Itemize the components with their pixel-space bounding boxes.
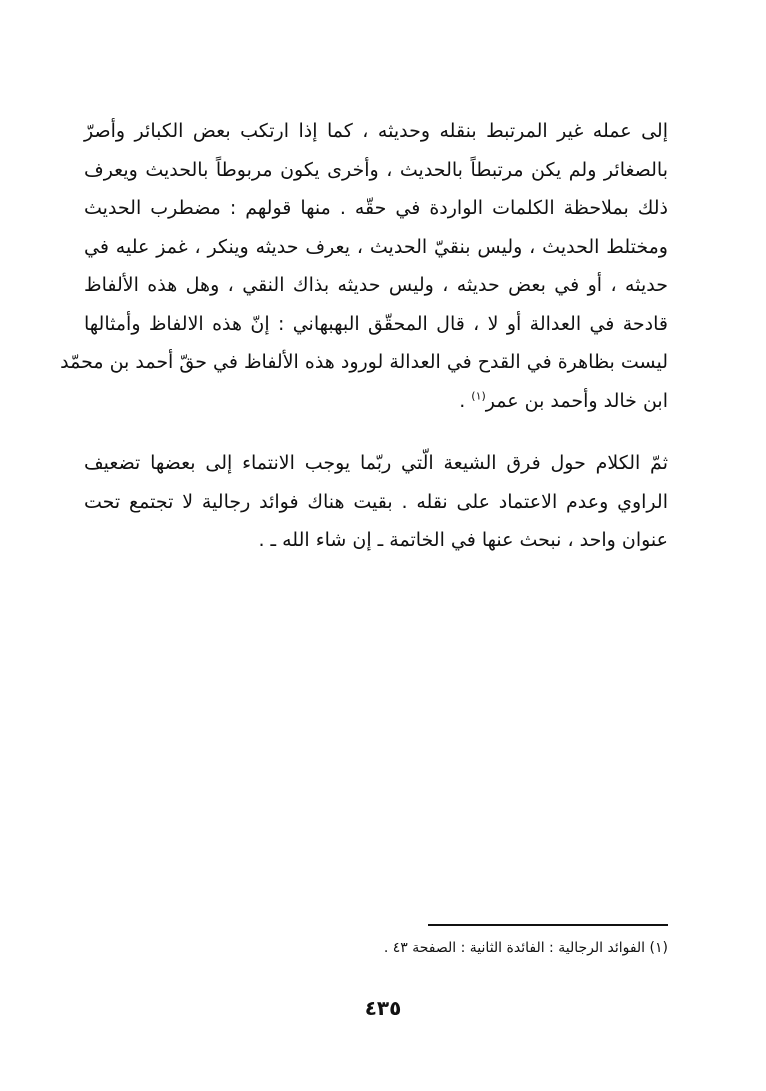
text-line: ذلك بملاحظة الكلمات الواردة في حقّه . منها قولهم : مضطرب الحديث bbox=[84, 197, 668, 219]
page-number: ٤٣٥ bbox=[364, 996, 402, 1020]
text-line: الراوي وعدم الاعتماد على نقله . بقيت هناك فوائد رجالية لا تجتمع تحت bbox=[84, 490, 668, 513]
footnote: (١) الفوائد الرجالية : الفائدة الثانية : الصفحة ٤٣ . bbox=[383, 940, 668, 956]
text-line: إلى عمله غير المرتبط بنقله وحديثه ، كما إذا ارتكب بعض الكبائر وأصرّ bbox=[84, 120, 668, 142]
text-line: قادحة في العدالة أو لا ، قال المحقّق البهبهاني : إنّ هذه الالفاظ وأمثالها bbox=[84, 312, 668, 335]
text-line-last bbox=[84, 382, 668, 421]
text-fragment: ابن خالد وأحمد بن عمر bbox=[485, 389, 668, 412]
main-text bbox=[60, 112, 668, 560]
text-line: بالصغائر ولم يكن مرتبطاً بالحديث ، وأخرى يكون مربوطاً بالحديث ويعرف bbox=[84, 158, 668, 181]
text-line: ليست بظاهرة في القدح في العدالة لورود هذه الألفاظ في حقّ أحمد بن محمّد bbox=[60, 351, 668, 373]
paragraph-gap bbox=[84, 420, 668, 444]
text-line: ثمّ الكلام حول فرق الشيعة الّتي ربّما يوجب الانتماء إلى بعضها تضعيف bbox=[84, 452, 668, 474]
text-fragment: . bbox=[459, 389, 472, 412]
footnote-divider bbox=[428, 924, 668, 926]
text-line: ومختلط الحديث ، وليس بنقيّ الحديث ، يعرف حديثه وينكر ، غمز عليه في bbox=[84, 235, 668, 258]
paragraph-1 bbox=[60, 112, 668, 420]
text-line-last: عنوان واحد ، نبحث عنها في الخاتمة ـ إن شاء الله ـ . bbox=[258, 529, 668, 551]
text-line: حديثه ، أو في بعض حديثه ، وليس حديثه بذاك النقي ، وهل هذه الألفاظ bbox=[84, 274, 668, 296]
paragraph-2 bbox=[84, 444, 668, 560]
footnote-reference[interactable]: (١) bbox=[471, 389, 486, 403]
